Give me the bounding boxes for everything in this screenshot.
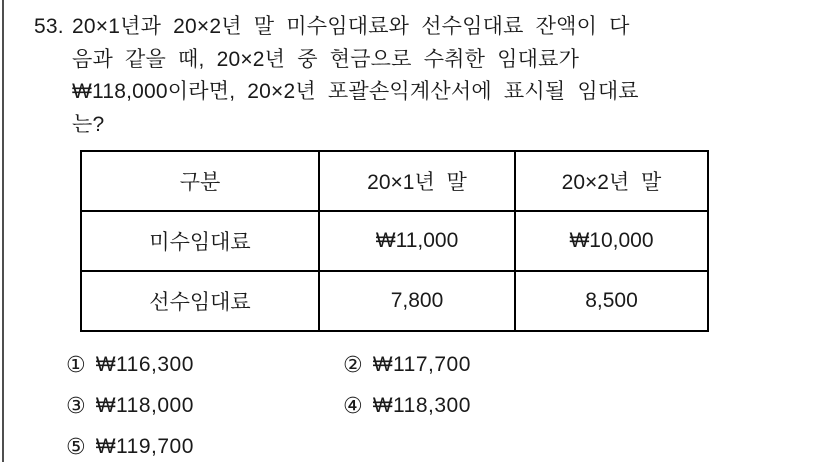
answer-options: [66, 344, 666, 462]
option-value: ₩118,300: [372, 393, 471, 417]
answer-option-4[interactable]: [343, 385, 666, 426]
option-marker: ④: [343, 392, 363, 418]
answer-option-3[interactable]: [66, 385, 343, 426]
row-value-year2: 8,500: [515, 271, 708, 331]
row-value-year2: ₩10,000: [515, 211, 708, 271]
table-header-row: [81, 151, 708, 211]
answer-option-5[interactable]: [66, 426, 343, 462]
row-label: 선수임대료: [81, 271, 319, 331]
question-number: 53.: [34, 15, 64, 38]
option-marker: ⑤: [66, 433, 86, 459]
row-label: 미수임대료: [81, 211, 319, 271]
question-block: [34, 11, 794, 141]
row-value-year1: ₩11,000: [319, 211, 515, 271]
table-header-year2-end: 20×2년 말: [515, 151, 708, 211]
option-value: ₩119,700: [95, 434, 194, 458]
row-value-year1: 7,800: [319, 271, 515, 331]
option-value: ₩117,700: [372, 352, 471, 376]
question-text-line: ₩118,000이라면, 20×2년 포괄손익계산서에 표시될 임대료: [72, 80, 639, 103]
option-marker: ①: [66, 351, 86, 377]
rent-balances-table: [80, 150, 709, 332]
answer-option-1[interactable]: [66, 344, 343, 385]
option-value: ₩118,000: [95, 393, 194, 417]
table-header-year1-end: 20×1년 말: [319, 151, 515, 211]
option-marker: ③: [66, 392, 86, 418]
question-text-line: 는?: [72, 112, 105, 136]
question-text-line: 20×1년과 20×2년 말 미수임대료와 선수임대료 잔액이 다: [72, 15, 630, 38]
option-value: ₩116,300: [95, 352, 194, 376]
option-marker: ②: [343, 351, 363, 377]
question-text-line: 음과 같을 때, 20×2년 중 현금으로 수취한 임대료가: [72, 47, 580, 71]
answer-option-2[interactable]: [343, 344, 666, 385]
table-row-accrued-rent: [81, 211, 708, 271]
page-frame-line: [2, 0, 4, 462]
table-header-category: 구분: [81, 151, 319, 211]
question-text: [72, 11, 794, 141]
table-row-unearned-rent: [81, 271, 708, 331]
